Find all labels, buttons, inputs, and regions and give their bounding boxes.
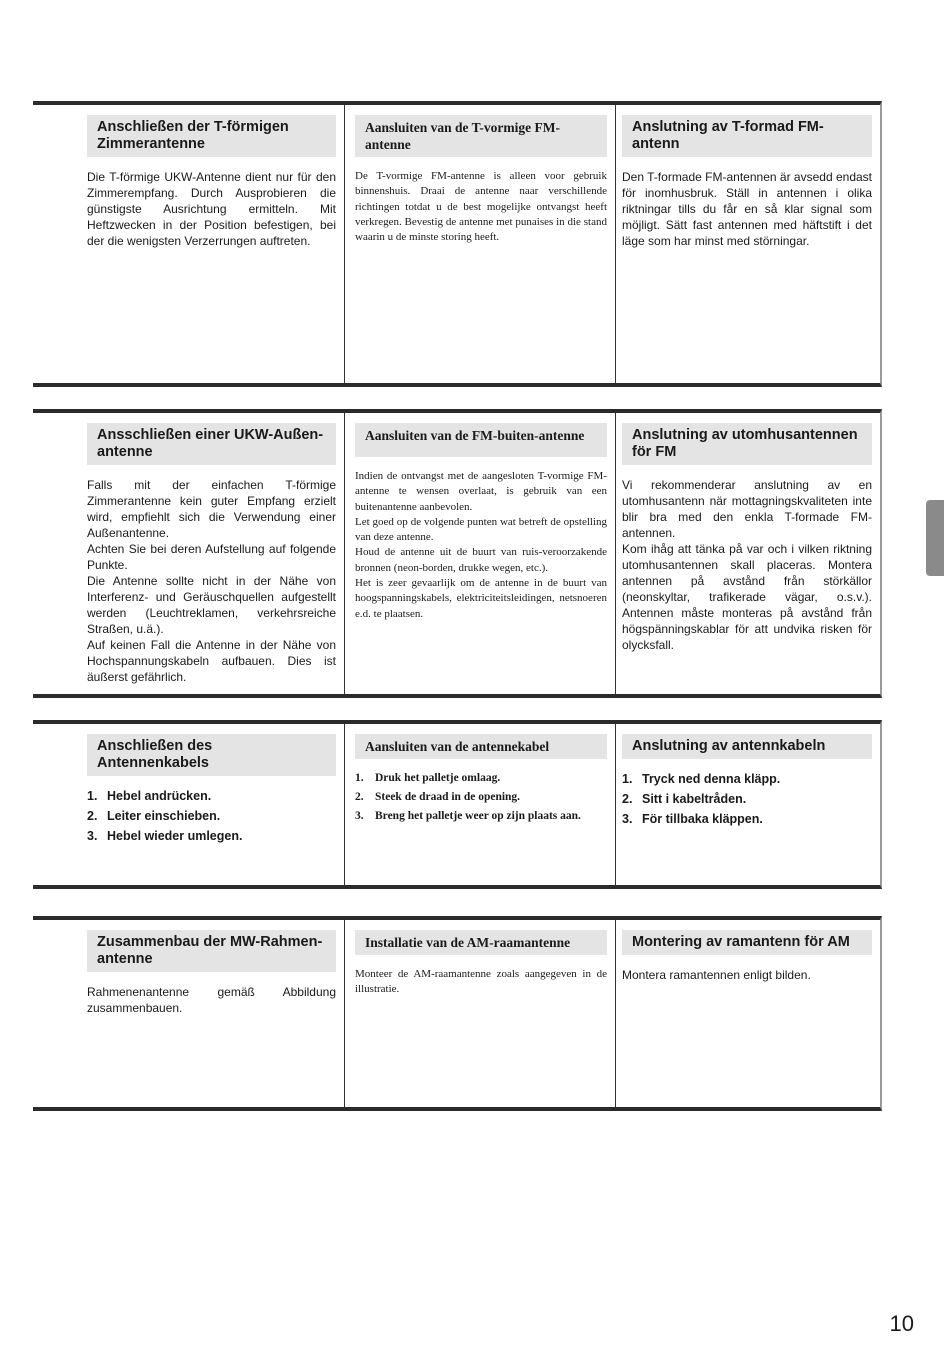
heading-sv: Anslutning av utomhusantennen för FM [622,423,872,465]
heading-de: Anschließen des Antennenkabels [87,734,336,776]
heading-nl: Aansluiten van de antennekabel [355,734,607,759]
heading-nl: Aansluiten van de FM-buiten-antenne [355,423,607,457]
step-item: 3. Breng het palletje weer op zijn plaats aan. [355,810,581,822]
heading-de: Zusammenbau der MW-Rahmen-antenne [87,930,336,972]
heading-sv: Anslutning av T-formad FM-antenn [622,115,872,157]
language-tab-marker [926,500,944,576]
step-item: 3. Hebel wieder umlegen. [87,829,243,843]
heading-sv: Anslutning av antennkabeln [622,734,872,759]
steps-list-sv [622,771,872,827]
paragraph-sv: Vi rekommenderar anslutning av en utomhusantenn när mottagningskvaliteten inte blir bra med den enkla T-formade FM-antennen. [622,478,872,540]
paragraph-de: Die T-förmige UKW-Antenne dient nur für den Zimmerempfang. Durch Ausprobieren die günstigste Ausrichtung ermitteln. Mit Heftzwecken in der Position befestigen, bei der die wenigsten Verzerrungen auftreten. [87,170,336,248]
step-item: 1. Tryck ned denna kläpp. [622,772,781,786]
column-swedish [616,920,880,1107]
paragraph-nl: Indien de ontvangst met de aangesloten T-vormige FM-antenne te wensen overlaat, is gebruik van een buitenantenne aanbevolen. [355,470,607,513]
page-number: 10 [889,1311,914,1336]
step-item: 2. Leiter einschieben. [87,809,221,823]
column-german [79,920,344,1107]
paragraph-nl: Houd de antenne uit de buurt van ruis-veroorzakende bronnen (neon-borden, drukke wegen, etc.). [355,546,607,574]
heading-nl: Installatie van de AM-raamantenne [355,930,607,955]
column-dutch [344,920,616,1107]
heading-de: Anschließen der T-förmigen Zimmerantenne [87,115,336,157]
steps-list-de [87,788,336,844]
column-swedish [616,413,880,694]
paragraph-nl: Let goed op de volgende punten wat betreft de opstelling van deze antenne. [355,515,607,544]
column-swedish [616,724,880,885]
step-item: 2. Sitt i kabeltråden. [622,792,747,806]
section-outdoor-antenna [33,409,882,698]
heading-de: Ansschließen einer UKW-Außen-antenne [87,423,336,465]
paragraph-nl: De T-vormige FM-antenne is alleen voor gebruik binnenshuis. Draai de antenne naar verschillende richtingen totdat u de best mogelijke ontvangst heeft verkregen. Bevestig de antenne met punaises in die stand waarin u de minste storing heeft. [355,170,607,244]
column-german [79,724,344,885]
column-dutch [344,105,616,383]
section-t-antenna [33,101,882,387]
steps-list-nl [355,771,607,824]
step-item: 3. För tillbaka kläppen. [622,812,763,826]
heading-sv: Montering av ramantenn för AM [622,930,872,955]
column-dutch [344,724,616,885]
paragraph-sv: Den T-formade FM-antennen är avsedd endast för inomhusbruk. Ställ in antennen i olika riktningar tills du får en så klar signal som möjligt. Sätt fast antennen med häftstift i det läge som har minst med störningar. [622,170,872,248]
paragraph-de: Achten Sie bei deren Aufstellung auf folgende Punkte. [87,542,336,572]
step-item: 1. Hebel andrücken. [87,789,212,803]
paragraph-nl: Het is zeer gevaarlijk om de antenne in de buurt van hoogspanningskabels, elektriciteitsleidingen, netsnoeren e.d. te plaatsen. [355,577,607,620]
paragraph-sv: Montera ramantennen enligt bilden. [622,968,811,982]
heading-nl: Aansluiten van de T-vormige FM-antenne [355,115,607,157]
column-dutch [344,413,616,694]
step-item: 1. Druk het palletje omlaag. [355,772,501,784]
paragraph-de: Die Antenne sollte nicht in der Nähe von Interferenz- und Geräuschquellen aufgestellt werden (Leuchtreklamen, verkehrsreiche Straßen, u.ä.). [87,574,336,636]
paragraph-de: Rahmenenantenne gemäß Abbildung zusammenbauen. [87,985,336,1015]
step-item: 2. Steek de draad in de opening. [355,791,521,803]
section-am-loop-antenna [33,916,882,1111]
paragraph-nl: Monteer de AM-raamantenne zoals aangegeven in de illustratie. [355,968,607,996]
column-german [79,105,344,383]
paragraph-sv: Kom ihåg att tänka på var och i vilken riktning utomhusantennen skall placeras. Montera antennen på avstånd från störkällor (neonskyltar, trafikerade vägar, o.s.v.). Antennen måste monteras på avstånd från högspänningskablar för att undvika risken för olycksfall. [622,542,872,652]
column-german [79,413,344,694]
column-swedish [616,105,880,383]
section-antenna-cable [33,720,882,889]
paragraph-de: Falls mit der einfachen T-förmige Zimmerantenne kein guter Empfang erzielt wird, empfiehlt sich die Verwendung einer Außenantenne. [87,478,336,540]
paragraph-de: Auf keinen Fall die Antenne in der Nähe von Hochspannungskabeln aufbauen. Dies ist äußerst gefährlich. [87,638,336,684]
